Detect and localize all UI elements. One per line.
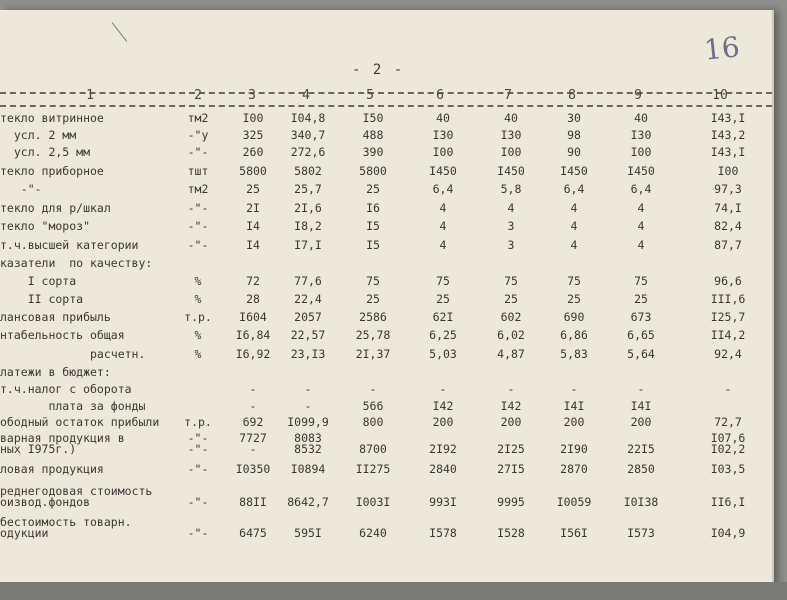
table-row (0, 347, 772, 363)
cell-col-3: I00 (242, 111, 264, 125)
cell-col-4: 595I (294, 526, 322, 540)
table-row (0, 310, 772, 326)
cell-col-3: I4 (246, 219, 260, 233)
cell-col-6: 2I92 (429, 442, 457, 456)
cell-col-6: 4 (439, 219, 447, 233)
cell-col-10: 72,7 (714, 415, 742, 429)
cell-col-9: I573 (627, 526, 655, 540)
table-row (0, 328, 772, 344)
cell-col-8: 4 (570, 238, 578, 252)
cell-col-10: I07,6 (710, 431, 746, 445)
table-row (0, 164, 772, 180)
cell-col-5: I6 (366, 201, 380, 215)
cell-col-8: 6,86 (560, 328, 588, 342)
row-unit: -"- (187, 145, 209, 159)
cell-col-7: I42 (500, 399, 522, 413)
cell-col-6: 2840 (429, 462, 457, 476)
cell-col-9: 4 (637, 201, 645, 215)
cell-col-6: - (439, 382, 447, 396)
cell-col-10: II6,I (710, 495, 746, 509)
cell-col-3: 260 (242, 145, 264, 159)
row-label: т.ч.налог с оборота (0, 382, 132, 396)
pen-scratch (112, 22, 128, 42)
cell-col-3: I6,92 (235, 347, 271, 361)
header-rule-bottom (0, 105, 772, 107)
row-label: нтабельность общая (0, 328, 125, 342)
table-row (0, 256, 772, 272)
row-unit: -"- (187, 495, 209, 509)
row-unit: % (194, 292, 202, 306)
cell-col-8: 90 (567, 145, 581, 159)
cell-col-5: I50 (362, 111, 384, 125)
table-row (0, 526, 772, 542)
cell-col-4: 8642,7 (287, 495, 329, 509)
cell-col-9: 5,64 (627, 347, 655, 361)
cell-col-3: 2I (246, 201, 260, 215)
cell-col-5: 390 (362, 145, 384, 159)
row-unit: -"- (187, 431, 209, 445)
cell-col-10: 96,6 (714, 274, 742, 288)
cell-col-7: - (507, 382, 515, 396)
cell-col-9: 22I5 (627, 442, 655, 456)
cell-col-5: I5 (366, 219, 380, 233)
row-label: реднегодовая стоимость (0, 484, 153, 498)
cell-col-6: I578 (429, 526, 457, 540)
col-header-8: 8 (568, 88, 576, 103)
row-unit: тм2 (187, 111, 209, 125)
cell-col-6: 6,25 (429, 328, 457, 342)
cell-col-9: 4 (637, 238, 645, 252)
cell-col-5: 2586 (359, 310, 387, 324)
cell-col-7: I528 (497, 526, 525, 540)
cell-col-7: 2I25 (497, 442, 525, 456)
row-label: ных I975г.) (0, 442, 77, 456)
cell-col-5: II275 (355, 462, 391, 476)
cell-col-8: 2870 (560, 462, 588, 476)
table-row (0, 182, 772, 198)
cell-col-9: I0I38 (623, 495, 659, 509)
cell-col-4: 2I,6 (294, 201, 322, 215)
cell-col-3: I6,84 (235, 328, 271, 342)
cell-col-10: I02,2 (710, 442, 746, 456)
cell-col-5: 6240 (359, 526, 387, 540)
table-row (0, 238, 772, 254)
table-row (0, 365, 772, 381)
cell-col-5: 5800 (359, 164, 387, 178)
cell-col-9: 673 (630, 310, 652, 324)
cell-col-10: I43,I (710, 111, 746, 125)
cell-col-4: - (304, 399, 312, 413)
table-row (0, 145, 772, 161)
cell-col-7: I450 (497, 164, 525, 178)
row-unit: -"- (187, 238, 209, 252)
cell-col-3: I4 (246, 238, 260, 252)
cell-col-10: 87,7 (714, 238, 742, 252)
row-unit: т.р. (184, 415, 212, 429)
table-row (0, 382, 772, 398)
cell-col-3: 25 (246, 182, 260, 196)
cell-col-4: I0894 (290, 462, 326, 476)
cell-col-5: 488 (362, 128, 384, 142)
cell-col-9: 2850 (627, 462, 655, 476)
cell-col-3: - (249, 442, 257, 456)
cell-col-9: I00 (630, 145, 652, 159)
cell-col-3: 28 (246, 292, 260, 306)
cell-col-6: I42 (432, 399, 454, 413)
cell-col-3: 6475 (239, 526, 267, 540)
cell-col-6: I00 (432, 145, 454, 159)
cell-col-9: I30 (630, 128, 652, 142)
cell-col-5: 2I,37 (355, 347, 391, 361)
cell-col-6: 200 (432, 415, 454, 429)
cell-col-9: 75 (634, 274, 648, 288)
row-label: латежи в бюджет: (0, 365, 111, 379)
cell-col-10: II4,2 (710, 328, 746, 342)
cell-col-10: I43,I (710, 145, 746, 159)
row-label: т.ч.высшей категории (0, 238, 139, 252)
cell-col-6: 993I (429, 495, 457, 509)
cell-col-5: 566 (362, 399, 384, 413)
cell-col-8: 200 (563, 415, 585, 429)
col-header-4: 4 (302, 88, 310, 103)
cell-col-6: 6,4 (432, 182, 454, 196)
col-header-5: 5 (366, 88, 374, 103)
cell-col-8: 25 (567, 292, 581, 306)
cell-col-8: I0059 (556, 495, 592, 509)
cell-col-7: 25 (504, 292, 518, 306)
cell-col-8: 4 (570, 219, 578, 233)
table-row (0, 292, 772, 308)
row-label: лансовая прибыль (0, 310, 111, 324)
row-unit: т.р. (184, 310, 212, 324)
cell-col-7: 4 (507, 201, 515, 215)
col-header-1: 1 (86, 88, 94, 103)
cell-col-7: I00 (500, 145, 522, 159)
cell-col-7: 5,8 (500, 182, 522, 196)
row-unit: -"- (187, 462, 209, 476)
cell-col-5: 800 (362, 415, 384, 429)
cell-col-10: 82,4 (714, 219, 742, 233)
cell-col-5: I5 (366, 238, 380, 252)
row-label: усл. 2 мм (0, 128, 77, 142)
cell-col-3: - (249, 382, 257, 396)
cell-col-8: 30 (567, 111, 581, 125)
handwritten-page-mark: 16 (702, 30, 742, 67)
row-label: расчетн. (0, 347, 146, 361)
cell-col-9: 6,65 (627, 328, 655, 342)
cell-col-5: 25,78 (355, 328, 391, 342)
cell-col-6: 40 (436, 111, 450, 125)
table-row (0, 111, 772, 127)
cell-col-3: 72 (246, 274, 260, 288)
cell-col-8: 2I90 (560, 442, 588, 456)
cell-col-4: 272,6 (290, 145, 326, 159)
cell-col-10: III,6 (710, 292, 746, 306)
cell-col-6: 75 (436, 274, 450, 288)
cell-col-8: - (570, 382, 578, 396)
cell-col-4: 8083 (294, 431, 322, 445)
background-strip (0, 582, 787, 600)
cell-col-7: 602 (500, 310, 522, 324)
col-header-7: 7 (504, 88, 512, 103)
cell-col-3: I604 (239, 310, 267, 324)
cell-col-4: 22,57 (290, 328, 326, 342)
cell-col-4: I8,2 (294, 219, 322, 233)
cell-col-4: I7,I (294, 238, 322, 252)
row-label: варная продукция в (0, 431, 125, 445)
row-label: плата за фонды (0, 399, 146, 413)
cell-col-3: 88II (239, 495, 267, 509)
cell-col-3: 5800 (239, 164, 267, 178)
table-row (0, 274, 772, 290)
cell-col-6: 25 (436, 292, 450, 306)
cell-col-10: I03,5 (710, 462, 746, 476)
row-unit: -"- (187, 201, 209, 215)
cell-col-9: 4 (637, 219, 645, 233)
cell-col-3: I0350 (235, 462, 271, 476)
row-label: -"- (0, 182, 42, 196)
cell-col-10: 97,3 (714, 182, 742, 196)
cell-col-5: 75 (366, 274, 380, 288)
cell-col-7: 40 (504, 111, 518, 125)
row-label: бестоимость товарн. (0, 515, 132, 529)
row-unit: -"- (187, 219, 209, 233)
row-label: I сорта (0, 274, 77, 288)
cell-col-9: I4I (630, 399, 652, 413)
cell-col-10: - (724, 382, 732, 396)
cell-col-5: 8700 (359, 442, 387, 456)
cell-col-9: - (637, 382, 645, 396)
row-label: текло приборное (0, 164, 104, 178)
cell-col-7: 9995 (497, 495, 525, 509)
cell-col-8: 6,4 (563, 182, 585, 196)
cell-col-7: 3 (507, 238, 515, 252)
cell-col-8: I4I (563, 399, 585, 413)
cell-col-4: 5802 (294, 164, 322, 178)
cell-col-3: 325 (242, 128, 264, 142)
row-label: казатели по качеству: (0, 256, 153, 270)
document-page (0, 10, 772, 600)
row-label: усл. 2,5 мм (0, 145, 91, 159)
cell-col-10: I25,7 (710, 310, 746, 324)
table-row (0, 495, 772, 511)
cell-col-10: I43,2 (710, 128, 746, 142)
col-header-3: 3 (248, 88, 256, 103)
col-header-10: 10 (712, 88, 728, 103)
cell-col-4: 2057 (294, 310, 322, 324)
cell-col-6: 5,03 (429, 347, 457, 361)
cell-col-9: 200 (630, 415, 652, 429)
cell-col-4: I099,9 (287, 415, 329, 429)
cell-col-4: 22,4 (294, 292, 322, 306)
cell-col-5: - (369, 382, 377, 396)
cell-col-8: 75 (567, 274, 581, 288)
row-unit: -"- (187, 442, 209, 456)
cell-col-4: 340,7 (290, 128, 326, 142)
table-row (0, 201, 772, 217)
table-row (0, 128, 772, 144)
cell-col-4: 8532 (294, 442, 322, 456)
page-number: - 2 - (352, 62, 405, 78)
cell-col-4: - (304, 382, 312, 396)
row-label: текло витринное (0, 111, 104, 125)
cell-col-6: I450 (429, 164, 457, 178)
cell-col-10: I00 (717, 164, 739, 178)
table-row (0, 415, 772, 431)
cell-col-8: I450 (560, 164, 588, 178)
cell-col-3: 7727 (239, 431, 267, 445)
cell-col-9: I450 (627, 164, 655, 178)
row-unit: тшт (187, 164, 209, 178)
row-unit: % (194, 347, 202, 361)
row-label: одукции (0, 526, 49, 540)
col-header-6: 6 (436, 88, 444, 103)
cell-col-9: 6,4 (630, 182, 652, 196)
cell-col-10: 74,I (714, 201, 742, 215)
cell-col-8: I56I (560, 526, 588, 540)
row-label: текло для р/шкал (0, 201, 111, 215)
row-label: текло "мороз" (0, 219, 91, 233)
cell-col-5: 25 (366, 292, 380, 306)
cell-col-7: 27I5 (497, 462, 525, 476)
cell-col-6: 4 (439, 238, 447, 252)
row-unit: тм2 (187, 182, 209, 196)
table-row (0, 399, 772, 415)
cell-col-9: 40 (634, 111, 648, 125)
row-unit: -"- (187, 526, 209, 540)
table-row (0, 442, 772, 458)
cell-col-6: 4 (439, 201, 447, 215)
cell-col-7: 3 (507, 219, 515, 233)
cell-col-8: 4 (570, 201, 578, 215)
cell-col-4: 23,I3 (290, 347, 326, 361)
cell-col-10: I04,9 (710, 526, 746, 540)
row-label: оизвод.фондов (0, 495, 91, 509)
row-label: ободный остаток прибыли (0, 415, 160, 429)
cell-col-7: 6,02 (497, 328, 525, 342)
cell-col-4: I04,8 (290, 111, 326, 125)
cell-col-6: I30 (432, 128, 454, 142)
cell-col-5: 25 (366, 182, 380, 196)
row-label: ловая продукция (0, 462, 104, 476)
table-row (0, 462, 772, 478)
cell-col-3: 692 (242, 415, 264, 429)
table-row (0, 219, 772, 235)
cell-col-7: 4,87 (497, 347, 525, 361)
col-header-9: 9 (634, 88, 642, 103)
cell-col-8: 98 (567, 128, 581, 142)
cell-col-8: 690 (563, 310, 585, 324)
cell-col-7: 75 (504, 274, 518, 288)
cell-col-4: 77,6 (294, 274, 322, 288)
row-unit: -"у (187, 128, 209, 142)
row-unit: % (194, 328, 202, 342)
cell-col-4: 25,7 (294, 182, 322, 196)
cell-col-7: 200 (500, 415, 522, 429)
row-unit: % (194, 274, 202, 288)
cell-col-8: 5,83 (560, 347, 588, 361)
cell-col-10: 92,4 (714, 347, 742, 361)
cell-col-5: I003I (355, 495, 391, 509)
cell-col-7: I30 (500, 128, 522, 142)
cell-col-3: - (249, 399, 257, 413)
col-header-2: 2 (194, 88, 202, 103)
cell-col-6: 62I (432, 310, 454, 324)
cell-col-9: 25 (634, 292, 648, 306)
row-label: II сорта (0, 292, 84, 306)
